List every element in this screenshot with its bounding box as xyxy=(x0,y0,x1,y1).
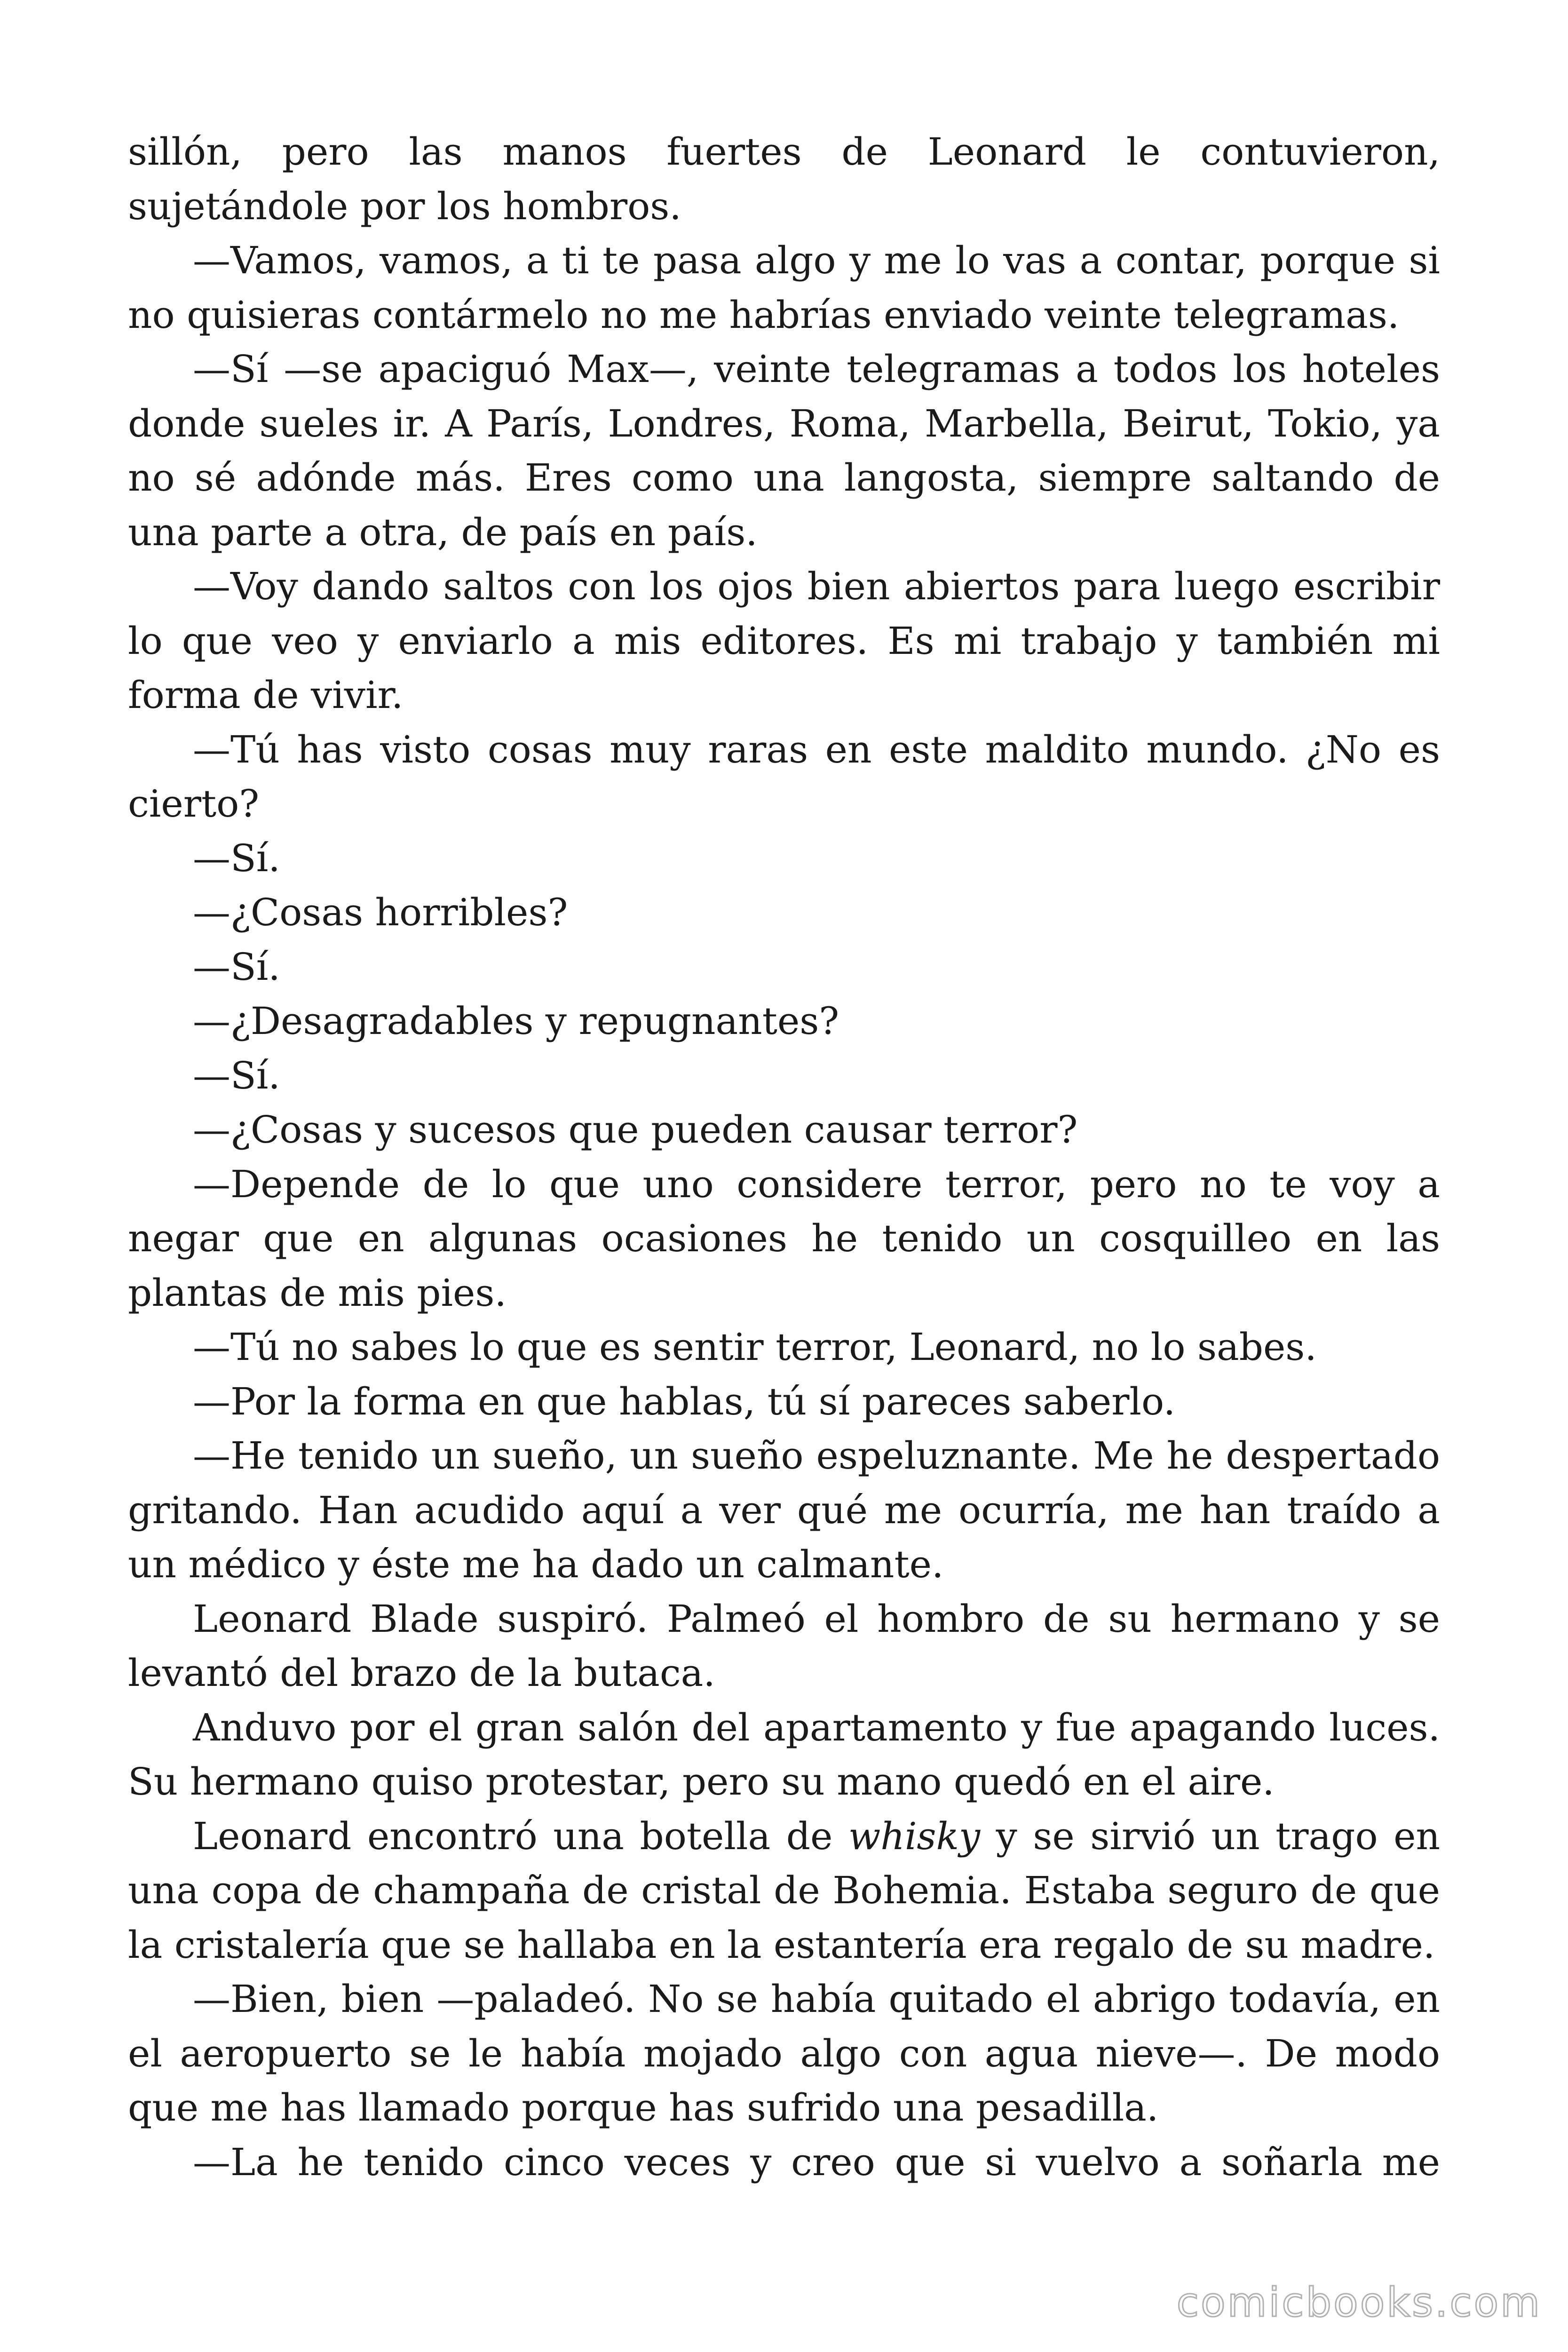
paragraph: —Tú has visto cosas muy raras en este maldito mundo. ¿No es cierto? xyxy=(128,727,1440,826)
paragraph: —Tú no sabes lo que es sentir terror, Leonard, no lo sabes. xyxy=(193,1325,1317,1369)
paragraph: —¿Cosas y sucesos que pueden causar terror? xyxy=(193,1108,1078,1152)
paragraph: —¿Cosas horribles? xyxy=(193,890,568,934)
paragraph-continuation: sillón, pero las manos fuertes de Leonard le contuvieron, sujetándole por los hombros. xyxy=(128,130,1440,228)
paragraph-truncated: —La he tenido cinco veces y creo que si vuelvo a soñarla me xyxy=(193,2140,1440,2184)
paragraph: —He tenido un sueño, un sueño espeluznante. Me he despertado gritando. Han acudido aquí a ver qué me ocurría, me han traído a un médico y éste me ha dado un calmante. xyxy=(128,1434,1440,1586)
paragraph: —Voy dando saltos con los ojos bien abiertos para luego escribir lo que veo y enviarlo a mis editores. Es mi trabajo y también mi forma de vivir. xyxy=(128,564,1440,717)
paragraph: —Bien, bien —paladeó. No se había quitado el abrigo todavía, en el aeropuerto se le había mojado algo con agua nieve—. De modo que me has llamado porque has sufrido una pesadilla. xyxy=(128,1977,1440,2130)
paragraph: —Sí. xyxy=(193,1053,280,1097)
paragraph: Leonard Blade suspiró. Palmeó el hombro de su hermano y se levantó del brazo de la butaca. xyxy=(128,1597,1440,1695)
paragraph: —Sí. xyxy=(193,836,280,880)
paragraph xyxy=(128,1809,1440,1972)
paragraph: —Depende de lo que uno considere terror, pero no te voy a negar que en algunas ocasiones he tenido un cosquilleo en las plantas de mis pies. xyxy=(128,1162,1440,1315)
paragraph: —Vamos, vamos, a ti te pasa algo y me lo vas a contar, porque si no quisieras contármelo no me habrías enviado veinte telegramas. xyxy=(128,238,1440,337)
paragraph: —Por la forma en que hablas, tú sí pareces saberlo. xyxy=(193,1379,1176,1423)
text-run: y se sirvió un trago en una copa de champaña de cristal de Bohemia. Estaba seguro de que la cristalería que se hallaba en la estantería era regalo de su madre. xyxy=(128,1814,1440,1967)
paragraph: —Sí. xyxy=(193,945,280,989)
paragraph: Anduvo por el gran salón del apartamento y fue apagando luces. Su hermano quiso protestar, pero su mano quedó en el aire. xyxy=(128,1705,1440,1804)
paragraph: —Sí —se apaciguó Max—, veinte telegramas a todos los hoteles donde sueles ir. A París, Londres, Roma, Marbella, Beirut, Tokio, ya no sé adónde más. Eres como una langosta, siempre saltando de una parte a otra, de país en país. xyxy=(128,347,1440,554)
paragraph: —¿Desagradables y repugnantes? xyxy=(193,999,839,1043)
text-run: Leonard encontró una botella de xyxy=(193,1814,848,1858)
body-text xyxy=(128,125,1440,2189)
emphasis-word: whisky xyxy=(848,1814,981,1858)
watermark: comicbooks.com xyxy=(1176,2279,1542,2326)
